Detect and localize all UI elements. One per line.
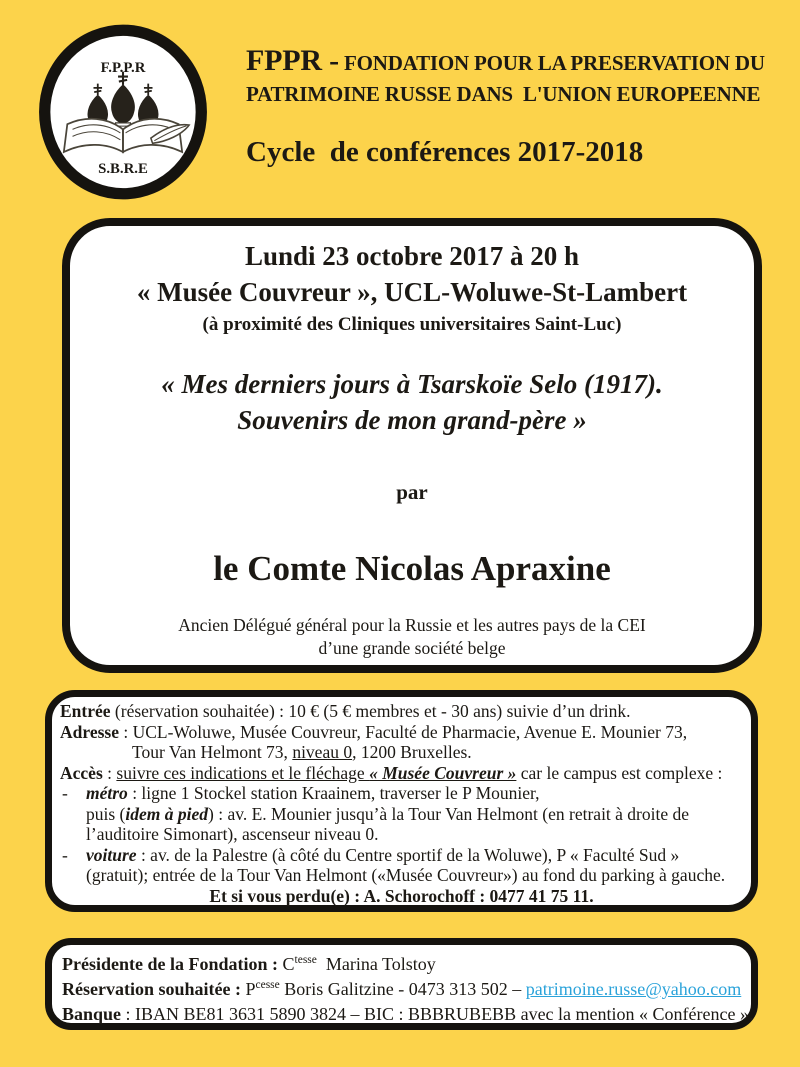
- speaker-description-line2: d’une grande société belge: [318, 638, 506, 658]
- list-dash: -: [62, 783, 68, 803]
- contact-card: [45, 938, 758, 1030]
- reservation-line: Réservation souhaitée : $P^{cesse}$ Boris Galitzine - 0473 313 502 – patrimoine.russe@yahoo.com: [62, 979, 742, 999]
- president-line: Présidente de la Fondation : $C^{tesse}$ Marina Tolstoy: [62, 954, 436, 974]
- logo-bottom-text: S.B.R.E: [98, 160, 148, 177]
- event-card: [62, 218, 762, 673]
- bank-line: Banque : IBAN BE81 3631 5890 3824 – BIC : BBBRUBEBB avec la mention « Conférence ».: [62, 1004, 754, 1024]
- series-title: Cycle de conférences 2017-2018: [246, 136, 644, 168]
- logo-top-text: F.P.P.R: [100, 59, 146, 76]
- org-abbr: FPPR -: [246, 44, 339, 77]
- email-link[interactable]: patrimoine.russe@yahoo.com: [525, 979, 742, 999]
- event-venue-note: (à proximité des Cliniques universitaires Saint-Luc): [202, 314, 622, 335]
- event-date: Lundi 23 octobre 2017 à 20 h: [244, 241, 580, 271]
- acces-line: Accès : suivre ces indications et le fléchage « Musée Couvreur » car le campus est complexe :: [60, 762, 723, 783]
- adresse-line: Adresse : UCL-Woluwe, Musée Couvreur, Faculté de Pharmacie, Avenue E. Mounier 73,: [60, 721, 688, 742]
- speaker-description-line1: Ancien Délégué général pour la Russie et les autres pays de la CEI: [178, 615, 646, 635]
- countess-superscript: tesse: [294, 954, 317, 966]
- princess-superscript: cesse: [255, 979, 280, 991]
- voiture-item: - voiture : av. de la Palestre (à côté du Centre sportif de la Woluwe), P « Faculté Sud »: [62, 844, 680, 865]
- talk-title-line2: Souvenirs de mon grand-père »: [237, 405, 587, 435]
- fppr-logo: [36, 24, 210, 200]
- list-dash: -: [62, 844, 68, 865]
- org-title-line2: PATRIMOINE RUSSE DANS L'UNION EUROPEENNE: [246, 82, 761, 106]
- talk-title-line1: « Mes derniers jours à Tsarskoïe Selo (1917).: [161, 369, 663, 399]
- metro-item-line3: l’auditoire Simonart), ascenseur niveau 0.: [86, 824, 379, 844]
- event-venue: « Musée Couvreur », UCL-Woluwe-St-Lambert: [136, 277, 688, 307]
- if-lost-contact-line: Et si vous perdu(e) : A. Schorochoff : 0477 41 75 11.: [209, 885, 594, 906]
- metro-item-line2: puis (idem à pied) : av. E. Mounier jusqu’à la Tour Van Helmont (en retrait à droite de: [86, 803, 690, 824]
- speaker-name: le Comte Nicolas Apraxine: [213, 549, 611, 588]
- practical-info-card: [45, 690, 758, 912]
- fppr-logo-svg: [36, 24, 210, 200]
- voiture-item-line2: (gratuit); entrée de la Tour Van Helmont («Musée Couvreur») au fond du parking à gauche.: [86, 865, 726, 885]
- adresse-line2: Tour Van Helmont 73, niveau 0, 1200 Bruxelles.: [132, 742, 472, 762]
- entree-line: Entrée (réservation souhaitée) : 10 € (5 € membres et - 30 ans) suivie d’un drink.: [60, 701, 631, 721]
- by-label: par: [396, 480, 428, 504]
- org-title-line1: FPPR - FONDATION POUR LA PRESERVATION DU: [246, 44, 765, 77]
- org-title: [246, 46, 766, 111]
- metro-item: - métro : ligne 1 Stockel station Kraainem, traverser le P Mounier,: [62, 783, 540, 803]
